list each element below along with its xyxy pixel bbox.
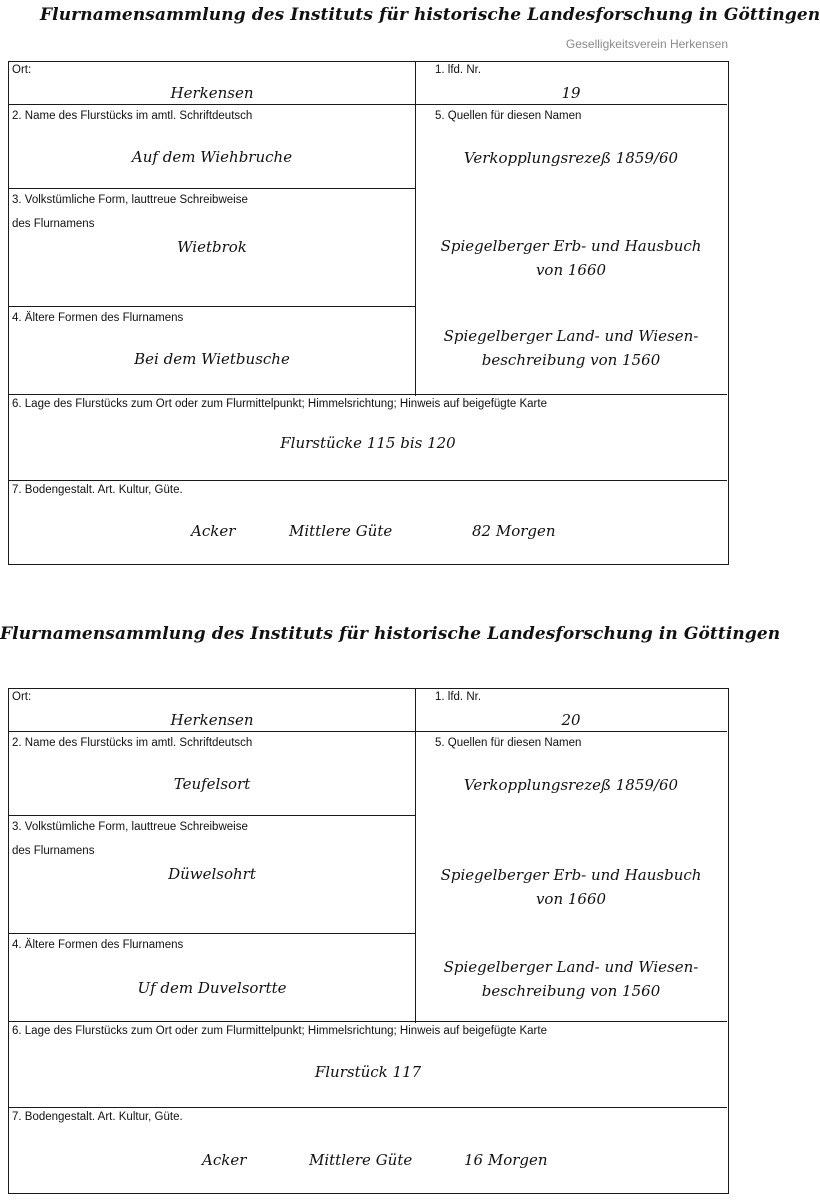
boden-art-value: Acker [191, 522, 236, 540]
ort-label: Ort: [12, 64, 32, 76]
quellen-entry: Spiegelberger Erb- und Hausbuch [440, 237, 702, 255]
lage-label: 6. Lage des Flurstücks zum Ort oder zum Flurmittelpunkt; Himmelsrichtung; Hinweis auf beigefügte Karte [12, 398, 547, 410]
ort-label: Ort: [12, 691, 32, 703]
quellen-entry: von 1660 [535, 890, 607, 908]
lfd-nr-label: 1. lfd. Nr. [435, 691, 482, 703]
quellen-entry: Verkopplungsrezeß 1859/60 [463, 149, 679, 167]
boden-guete-value: Mittlere Güte [289, 522, 393, 540]
aeltere-cell [9, 306, 415, 394]
aeltere-label: 4. Ältere Formen des Flurnamens [12, 939, 184, 951]
quellen-entry: Spiegelberger Land- und Wiesen- [443, 327, 699, 345]
volksform-value: Düwelsohrt [168, 865, 256, 883]
document-title: Flurnamensammlung des Instituts für historische Landesforschung in Göttingen [0, 624, 781, 644]
boden-label: 7. Bodengestalt. Art. Kultur, Güte. [12, 484, 183, 496]
ort-cell [9, 62, 415, 104]
aeltere-label: 4. Ältere Formen des Flurnamens [12, 312, 184, 324]
quellen-entry: Verkopplungsrezeß 1859/60 [463, 776, 679, 794]
quellen-label: 5. Quellen für diesen Namen [435, 110, 582, 122]
volksform-cell [9, 815, 415, 933]
quellen-cell [415, 104, 727, 394]
quellen-cell [415, 731, 727, 1021]
boden-groesse-value: 82 Morgen [472, 522, 556, 540]
record-card-20 [8, 688, 729, 1194]
quellen-entry: beschreibung von 1560 [481, 982, 661, 1000]
ort-cell [9, 689, 415, 731]
publisher-label: Geselligkeitsverein Herkensen [565, 37, 728, 51]
quellen-label: 5. Quellen für diesen Namen [435, 737, 582, 749]
lfd-nr-value: 19 [561, 84, 581, 102]
volksform-label-line1: 3. Volkstümliche Form, lauttreue Schreibweise [12, 194, 248, 206]
ort-value: Herkensen [170, 711, 254, 729]
lfd-nr-label: 1. lfd. Nr. [435, 64, 482, 76]
boden-cell [9, 1107, 727, 1193]
name-cell [9, 104, 415, 188]
lage-cell [9, 394, 727, 480]
lage-label: 6. Lage des Flurstücks zum Ort oder zum Flurmittelpunkt; Himmelsrichtung; Hinweis auf beigefügte Karte [12, 1025, 547, 1037]
name-label: 2. Name des Flurstücks im amtl. Schriftdeutsch [12, 737, 253, 749]
boden-art-value: Acker [202, 1151, 247, 1169]
record-card-19 [8, 61, 729, 565]
volksform-cell [9, 188, 415, 306]
boden-guete-value: Mittlere Güte [309, 1151, 413, 1169]
quellen-entry: Spiegelberger Erb- und Hausbuch [440, 866, 702, 884]
aeltere-value: Uf dem Duvelsortte [137, 979, 287, 997]
name-cell [9, 731, 415, 815]
lage-value: Flurstück 117 [314, 1063, 422, 1081]
volksform-label-line2: des Flurnamens [12, 845, 95, 857]
boden-label: 7. Bodengestalt. Art. Kultur, Güte. [12, 1111, 183, 1123]
name-value: Auf dem Wiehbruche [131, 148, 293, 166]
lfd-nr-value: 20 [561, 711, 581, 729]
lage-cell [9, 1021, 727, 1107]
quellen-entry: von 1660 [535, 261, 607, 279]
volksform-label-line1: 3. Volkstümliche Form, lauttreue Schreibweise [12, 821, 248, 833]
volksform-label-line2: des Flurnamens [12, 218, 95, 230]
lage-value: Flurstücke 115 bis 120 [280, 434, 456, 452]
ort-value: Herkensen [170, 84, 254, 102]
document-title: Flurnamensammlung des Instituts für historische Landesforschung in Göttingen [40, 5, 820, 25]
name-value: Teufelsort [173, 775, 251, 793]
quellen-entry: beschreibung von 1560 [481, 351, 661, 369]
aeltere-value: Bei dem Wietbusche [134, 350, 290, 368]
lfd-nr-cell [415, 689, 727, 731]
boden-groesse-value: 16 Morgen [464, 1151, 548, 1169]
name-label: 2. Name des Flurstücks im amtl. Schriftdeutsch [12, 110, 253, 122]
boden-cell [9, 480, 727, 564]
lfd-nr-cell [415, 62, 727, 104]
volksform-value: Wietbrok [177, 238, 247, 256]
aeltere-cell [9, 933, 415, 1021]
quellen-entry: Spiegelberger Land- und Wiesen- [443, 958, 699, 976]
